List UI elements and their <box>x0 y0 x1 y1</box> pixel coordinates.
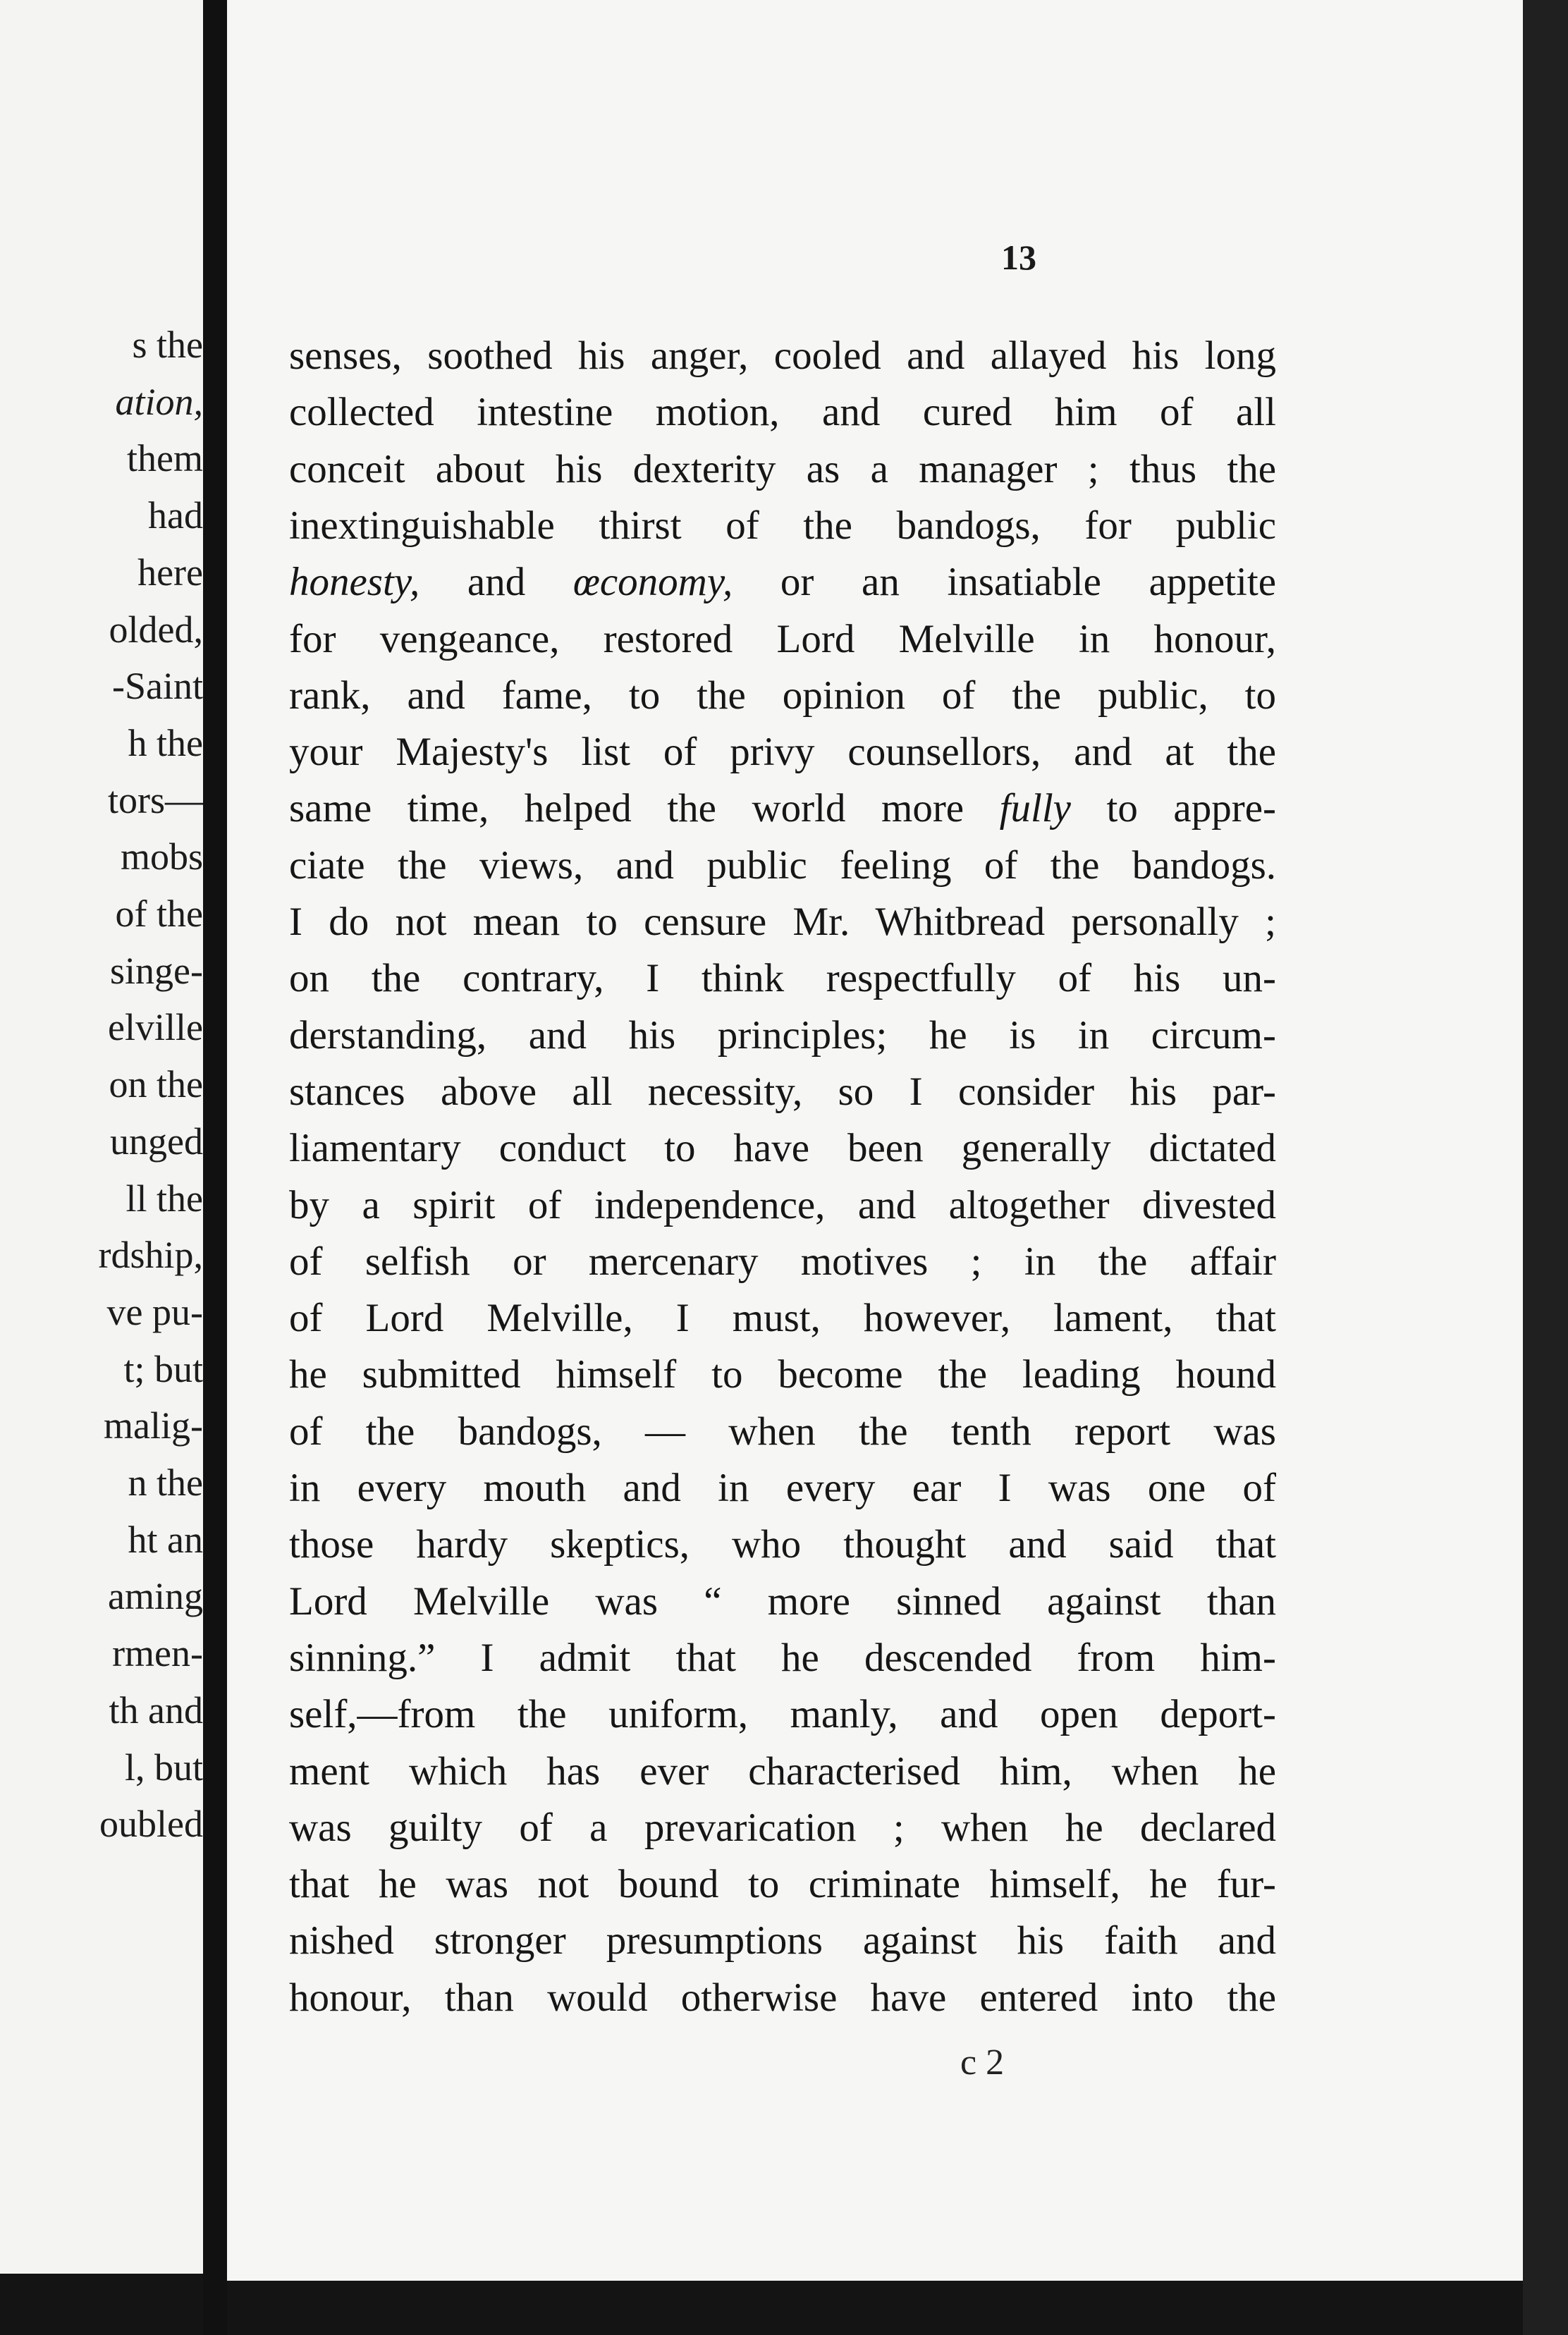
facing-page-line: -Saint <box>112 665 203 708</box>
text-line <box>289 1800 1276 1856</box>
text-segment: derstanding, and his principles; he is in circum- <box>289 1012 1276 1058</box>
facing-page-fragment <box>0 0 203 2274</box>
page-edge-shadow <box>1523 0 1568 2335</box>
facing-page-line: here <box>137 551 203 594</box>
text-line <box>289 1177 1276 1234</box>
facing-page-line: th and <box>109 1689 203 1732</box>
text-line <box>289 1007 1276 1064</box>
text-segment: ment which has ever characterised him, when he <box>289 1748 1276 1794</box>
facing-page-line: ation, <box>115 380 203 423</box>
text-line <box>289 894 1276 950</box>
text-line <box>289 1913 1276 1969</box>
text-segment: that he was not bound to criminate himself, he fur- <box>289 1862 1276 1907</box>
facing-page-line: of the <box>115 893 203 935</box>
facing-page-line: them <box>127 437 203 480</box>
facing-page-line: mobs <box>120 835 203 878</box>
facing-page-line: l, but <box>124 1746 203 1789</box>
text-segment: I do not mean to censure Mr. Whitbread personally ; <box>289 900 1276 944</box>
facing-page-line: h the <box>128 721 203 764</box>
text-segment: those hardy skeptics, who thought and said that <box>289 1522 1276 1567</box>
facing-page-line: on the <box>109 1063 203 1106</box>
text-line <box>289 384 1276 441</box>
text-line <box>289 1856 1276 1913</box>
facing-page-line: singe- <box>110 949 203 992</box>
facing-page-line: ve pu- <box>106 1290 203 1333</box>
text-segment: in every mouth and in every ear I was one of <box>289 1466 1276 1510</box>
text-segment: of selfish or mercenary motives ; in the affair <box>289 1239 1276 1284</box>
facing-page-line: t; but <box>123 1347 203 1390</box>
italic-word: œconomy, <box>572 560 733 605</box>
text-segment: was guilty of a prevarication ; when he declared <box>289 1805 1276 1850</box>
text-segment: he submitted himself to become the leading hound <box>289 1352 1276 1397</box>
facing-page-line: had <box>148 494 203 537</box>
text-segment: nished stronger presumptions against his faith and <box>289 1918 1276 1963</box>
text-segment: rank, and fame, to the opinion of the public, to <box>289 673 1276 718</box>
text-line <box>289 1460 1276 1516</box>
text-line <box>289 668 1276 724</box>
text-line <box>289 1347 1276 1403</box>
text-segment: or an insatiable appetite <box>733 560 1276 605</box>
text-segment: on the contrary, I think respectfully of his un- <box>289 956 1276 1001</box>
printer-signature-mark: c 2 <box>960 2042 1005 2083</box>
text-line <box>289 838 1276 894</box>
book-gutter <box>203 0 227 2335</box>
text-segment: senses, soothed his anger, cooled and allayed his long <box>289 333 1276 378</box>
text-line <box>289 1574 1276 1630</box>
text-segment: self,—from the uniform, manly, and open deport- <box>289 1692 1276 1737</box>
text-line <box>289 1404 1276 1460</box>
text-segment: inextinguishable thirst of the bandogs, for public <box>289 503 1276 548</box>
facing-page-line: rdship, <box>98 1234 203 1277</box>
facing-page-line: tors— <box>108 778 203 821</box>
text-segment: honour, than would otherwise have entered into the <box>289 1975 1276 2020</box>
text-line <box>289 554 1276 611</box>
text-line <box>289 328 1276 384</box>
text-segment: your Majesty's list of privy counsellors, and at the <box>289 730 1276 775</box>
text-line <box>289 780 1276 837</box>
page-number: 13 <box>1001 238 1036 277</box>
text-segment: same time, helped the world more <box>289 786 1000 831</box>
text-line <box>289 611 1276 668</box>
facing-page-line: oubled <box>99 1803 203 1846</box>
facing-page-line: ll the <box>125 1177 203 1220</box>
facing-page-line: unged <box>110 1120 203 1163</box>
text-segment: of Lord Melville, I must, however, lament, that <box>289 1296 1276 1341</box>
text-line <box>289 1290 1276 1347</box>
text-segment: of the bandogs, — when the tenth report was <box>289 1409 1276 1454</box>
text-segment: Lord Melville was “ more sinned against than <box>289 1579 1276 1624</box>
text-line <box>289 1743 1276 1800</box>
text-line <box>289 1630 1276 1686</box>
text-segment: by a spirit of independence, and altogether divested <box>289 1182 1276 1227</box>
text-line <box>289 724 1276 780</box>
facing-page-line: n the <box>128 1461 203 1504</box>
text-segment: collected intestine motion, and cured him of all <box>289 390 1276 435</box>
facing-page-line: malig- <box>104 1404 203 1447</box>
text-segment: to appre- <box>1070 786 1276 831</box>
text-line <box>289 1120 1276 1177</box>
text-line <box>289 1234 1276 1290</box>
text-segment: and <box>419 560 573 605</box>
text-line <box>289 950 1276 1007</box>
text-segment: stances above all necessity, so I consider his par- <box>289 1069 1276 1114</box>
text-line <box>289 1516 1276 1573</box>
text-line <box>289 1970 1276 2026</box>
facing-page-line: s the <box>132 324 203 366</box>
text-line <box>289 1064 1276 1120</box>
italic-word: fully <box>999 786 1071 831</box>
text-line <box>289 441 1276 498</box>
facing-page-line: aming <box>108 1575 203 1618</box>
text-segment: ciate the views, and public feeling of the bandogs. <box>289 842 1276 888</box>
text-line <box>289 1686 1276 1743</box>
text-segment: liamentary conduct to have been generally dictated <box>289 1126 1276 1171</box>
text-line <box>289 498 1276 554</box>
text-segment: for vengeance, restored Lord Melville in honour, <box>289 616 1276 661</box>
facing-page-line: elville <box>108 1006 203 1049</box>
text-segment: sinning.” I admit that he descended from him- <box>289 1635 1276 1680</box>
italic-word: honesty, <box>289 560 420 605</box>
facing-page-line: rmen- <box>112 1632 203 1675</box>
facing-page-line: olded, <box>109 608 203 651</box>
facing-page-line: ht an <box>128 1518 203 1561</box>
text-segment: conceit about his dexterity as a manager ; thus the <box>289 446 1276 491</box>
